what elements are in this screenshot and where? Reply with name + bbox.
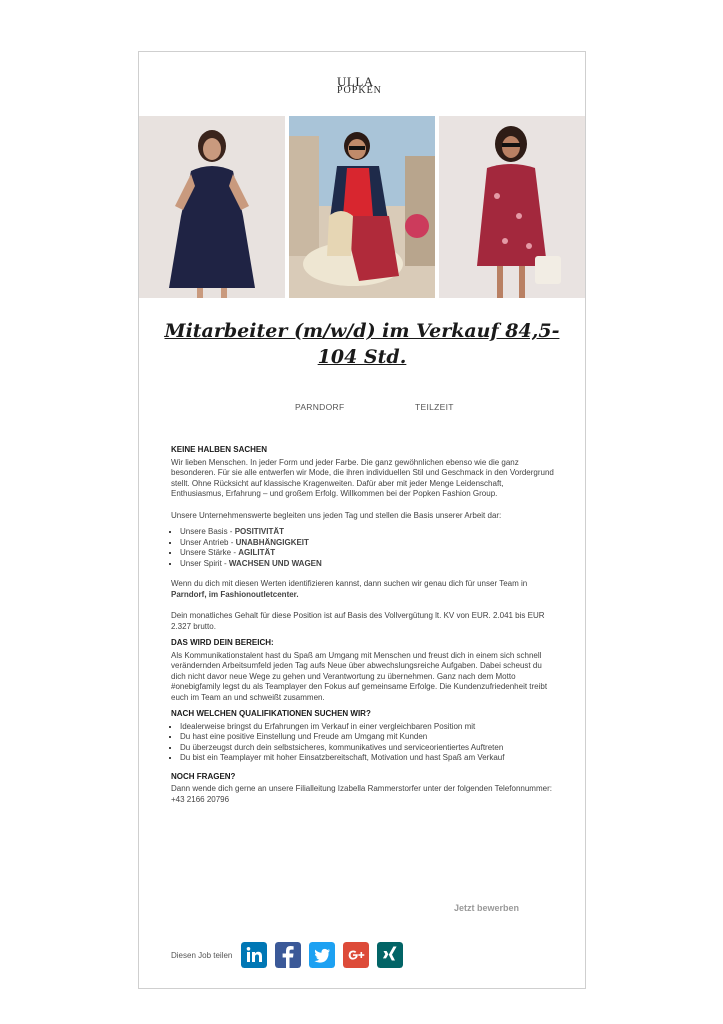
linkedin-share-button[interactable] [241,942,267,968]
list-item: ▪ Du überzeugst durch dein selbstsicheres, kommunikatives und serviceorientiertes Auftreten [180,743,555,754]
area-text: Als Kommunikationstalent hast du Spaß am Umgang mit Menschen und freust dich in einem sich schnell verändernden Arbeitsumfeld jeden Tag aufs Neue über abwechslungsreiche Aufgaben. Dabei scheust du dich nicht davor neue Wege zu gehen und Verantwortung zu übernehmen. Ganz nach dem Motto #onebigfamily legst du als Teamplayer den Fokus auf gemeinsame Erfolge. Die Kundenzufriedenheit treibt euch im Team an und schweißt zusammen. [171,650,548,702]
brand-line-2: POPKEN [337,85,382,96]
apply-button[interactable]: Jetzt bewerben [454,903,520,913]
list-item: ▪ Du bist ein Teamplayer mit hoher Einsatzbereitschaft, Motivation und hast Spaß am Verkauf [180,753,555,764]
qualifications-list [171,722,555,764]
list-item: ▪ Idealerweise bringst du Erfahrungen im Verkauf in einer vergleichbaren Position mit [180,722,555,733]
twitter-icon [309,942,335,968]
section-heading-area: DAS WIRD DEIN BEREICH: [171,638,274,647]
list-item: ▪ Unser Antrieb - UNABHÄNGIGKEIT [180,538,555,549]
values-intro: Unsere Unternehmenswerte begleiten uns jeden Tag und stellen die Basis unserer Arbeit dar: [171,510,502,520]
section-heading-intro: KEINE HALBEN SACHEN [171,445,268,454]
list-item: ▪ Unsere Basis - POSITIVITÄT [180,527,555,538]
job-location: PARNDORF [295,402,345,412]
share-bar [171,942,411,968]
section-heading-qualifications: NACH WELCHEN QUALIFIKATIONEN SUCHEN WIR? [171,709,371,718]
team-text: Wenn du dich mit diesen Werten identifizieren kannst, dann suchen wir genau dich für unser Team in Parndorf, im Fashionoutletcenter. [171,579,528,599]
twitter-share-button[interactable] [309,942,335,968]
section-heading-questions: NOCH FRAGEN? [171,771,236,781]
googleplus-share-button[interactable] [343,942,369,968]
questions-text: Dann wende dich gerne an unsere Filialleitung Izabella Rammerstorfer unter der folgenden Telefonnummer: +43 2166 20796 [171,784,552,804]
brand-logo[interactable] [331,74,395,100]
job-title: Mitarbeiter (m/w/d) im Verkauf 84,5-104 Std. [164,320,560,368]
values-list [171,527,555,569]
xing-share-button[interactable] [377,942,403,968]
photo-model-scooter-street [289,116,435,298]
job-posting-card [138,51,586,989]
salary-text: Dein monatliches Gehalt für diese Position ist auf Basis des Vollvergütung lt. KV von EUR. 2.041 bis EUR 2.327 brutto. [171,611,545,631]
google-plus-icon [343,942,369,968]
facebook-share-button[interactable] [275,942,301,968]
list-item: ▪ Unser Spirit - WACHSEN UND WAGEN [180,559,555,570]
photo-model-navy-dress [139,116,285,298]
facebook-icon [275,942,301,968]
xing-icon [377,942,403,968]
photo-model-floral-dress [439,116,585,298]
list-item: ▪ Du hast eine positive Einstellung und Freude am Umgang mit Kunden [180,732,555,743]
list-item: ▪ Unsere Stärke - AGILITÄT [180,548,555,559]
linkedin-icon [241,942,267,968]
job-description [171,445,555,816]
photo-strip [139,116,585,298]
job-type: TEILZEIT [415,402,454,412]
brand-line-1: ULLA [337,74,374,89]
share-label: Diesen Job teilen [171,950,233,960]
intro-text: Wir lieben Menschen. In jeder Form und jeder Farbe. Die ganz gewöhnlichen ebenso wie die ganz besonderen. Für sie alle entwerfen wir Mode, die ihren individuellen Stil und Geschmack in den Vordergrund stellt. Ohne Rücksicht auf klassische Kragenweiten. Dafür aber mit jeder Menge Leidenschaft, Enthusiasmus, Erfahrung – und großem Erfolg. Willkommen bei der Popken Fashion Group. [171,457,554,498]
